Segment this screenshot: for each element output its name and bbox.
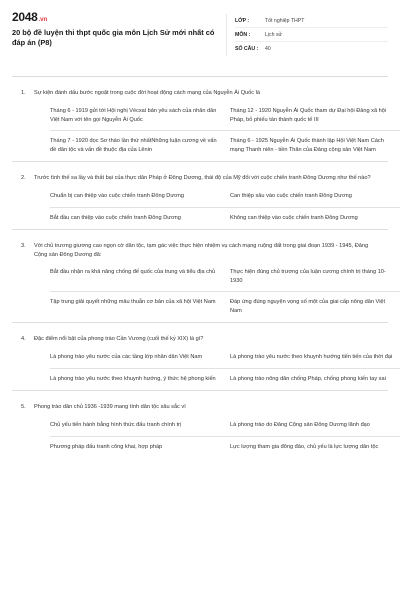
answer-option[interactable]: Lực lượng tham gia đông đảo, chủ yếu là lực lượng dân tộc xyxy=(230,443,379,450)
meta-label: SỐ CÂU : xyxy=(235,46,259,52)
question-divider xyxy=(12,229,388,230)
question-text: Trước tình thế sa lầy và thất bại của thực dân Pháp ở Đông Dương, thái độ của Mỹ đối với cuộc chiến tranh Đông Dương như thế nào? xyxy=(34,175,371,181)
question-item xyxy=(12,174,388,222)
question-item xyxy=(12,89,388,154)
meta-row-count xyxy=(235,42,388,56)
option-divider xyxy=(50,436,400,437)
answer-option[interactable]: Thực hiện đúng chủ trương của luận cương chính trị tháng 10-1930 xyxy=(230,269,386,284)
answer-option[interactable]: Tháng 6 - 1925 Nguyễn Ái Quốc thành lập Hội Việt Nam Cách mạng Thanh niên - tiền Thân của Đảng cộng sản Việt Nam xyxy=(230,138,384,153)
answer-option[interactable]: Là phong trào do Đảng Cộng sản Đông Dương lãnh đạo xyxy=(230,422,370,428)
answer-options xyxy=(50,353,400,383)
meta-value: Lịch sử xyxy=(265,31,283,38)
logo-main-text: 2048 xyxy=(12,10,38,24)
meta-value: Tốt nghiệp THPT xyxy=(265,17,305,24)
document-header xyxy=(12,10,388,68)
meta-value: 40 xyxy=(265,46,271,52)
answer-option[interactable]: Bắt đầu can thiệp vào cuộc chiến tranh Đông Dương xyxy=(50,214,181,221)
answer-option[interactable]: Không can thiệp vào cuộc chiến tranh Đông Dương xyxy=(230,214,358,221)
answer-option[interactable]: Là phong trào yêu nước của các tầng lớp nhân dân Việt Nam xyxy=(50,354,203,360)
logo-domain-text: .vn xyxy=(38,17,48,23)
option-divider xyxy=(50,207,400,208)
meta-label: MÔN : xyxy=(235,31,251,38)
question-number: 1. xyxy=(21,90,26,96)
page-title: 20 bộ đề luyện thi thpt quốc gia môn Lịch Sử mới nhất có đáp án (P8) xyxy=(12,28,215,47)
option-divider xyxy=(50,291,400,292)
answer-option[interactable]: Là phong trào nông dân chống Pháp, chống phong kiến tay sai xyxy=(230,375,386,382)
answer-option[interactable]: Chủ yếu tiến hành bằng hình thức đấu tranh chính trị xyxy=(50,422,182,428)
question-divider xyxy=(12,390,388,391)
answer-option[interactable]: Là phong trào yêu nước theo khuynh hướng tiến tiến của thời đại xyxy=(230,354,393,360)
answer-options xyxy=(50,192,400,222)
answer-option[interactable]: Tháng 12 - 1920 Nguyễn Ái Quốc tham dự Đại hội Đảng xã hội Pháp, bỏ phiếu tán thành quốc tế III xyxy=(230,108,387,123)
question-text: Đặc điểm nổi bật của phong trào Cần Vương (cuối thế kỷ XIX) là gì? xyxy=(34,336,204,342)
answer-option[interactable]: Can thiệp sâu vào cuộc chiến tranh Đông Dương xyxy=(230,193,352,199)
answer-option[interactable]: Phương pháp đấu tranh công khai, hợp pháp xyxy=(50,443,163,450)
meta-row-grade xyxy=(235,14,388,28)
answer-option[interactable]: Chuẩn bị can thiệp vào cuộc chiến tranh Đông Dương xyxy=(50,193,184,199)
document-meta xyxy=(226,14,388,56)
answer-options xyxy=(50,421,400,451)
meta-row-subject xyxy=(235,28,388,42)
question-number: 2. xyxy=(21,175,26,181)
answer-option[interactable]: Tập trung giải quyết những mâu thuẫn cơ bản của xã hội Việt Nam xyxy=(50,299,216,305)
question-number: 4. xyxy=(21,336,26,342)
question-text: Với chủ trương giương cao ngọn cờ dân tộc, tạm gác việc thực hiện nhiệm vụ cách mạng ruộng đất trong giai đoạn 1939 - 1945, Đảng Cộng sản Đông Dương đã: xyxy=(34,243,369,258)
answer-option[interactable]: Tháng 6 - 1919 gửi tới Hội nghị Vécxai bản yêu sách của nhân dân Việt Nam với tên gọi Nguyễn Ái Quốc xyxy=(50,108,217,123)
answer-option[interactable]: Đáp ứng đúng nguyện vọng số một của giai cấp nông dân Việt Nam xyxy=(230,299,386,314)
question-item xyxy=(12,335,393,383)
option-divider xyxy=(50,130,400,131)
answer-option[interactable]: Bắt đầu nhận ra khả năng chống đế quốc của trung và tiểu địa chủ xyxy=(50,269,216,275)
answer-options xyxy=(50,268,400,315)
site-logo[interactable] xyxy=(12,10,222,24)
question-list xyxy=(12,77,393,451)
header-left xyxy=(12,10,222,48)
question-text: Sự kiện đánh dấu bước ngoặt trong cuộc đời hoạt động cách mạng của Nguyễn Ái Quốc là xyxy=(34,90,260,96)
option-divider xyxy=(50,368,400,369)
question-divider xyxy=(12,161,388,162)
meta-label: LỚP : xyxy=(235,17,250,24)
question-number: 3. xyxy=(21,243,26,249)
question-item xyxy=(12,403,388,451)
answer-option[interactable]: Là phong trào yêu nước theo khuynh hướng, ý thức hệ phong kiến xyxy=(50,375,216,382)
question-item xyxy=(12,242,388,315)
question-number: 5. xyxy=(21,404,26,410)
question-divider xyxy=(12,322,388,323)
question-text: Phong trào dân chủ 1936 -1939 mang tính dân tộc sâu sắc vì xyxy=(34,404,186,410)
answer-options xyxy=(50,107,400,154)
answer-option[interactable]: Tháng 7 - 1920 đọc Sơ thảo lần thứ nhấtNhững luận cương về vấn đề dân tộc và vấn đề thuộc địa của Lênin xyxy=(50,138,217,153)
